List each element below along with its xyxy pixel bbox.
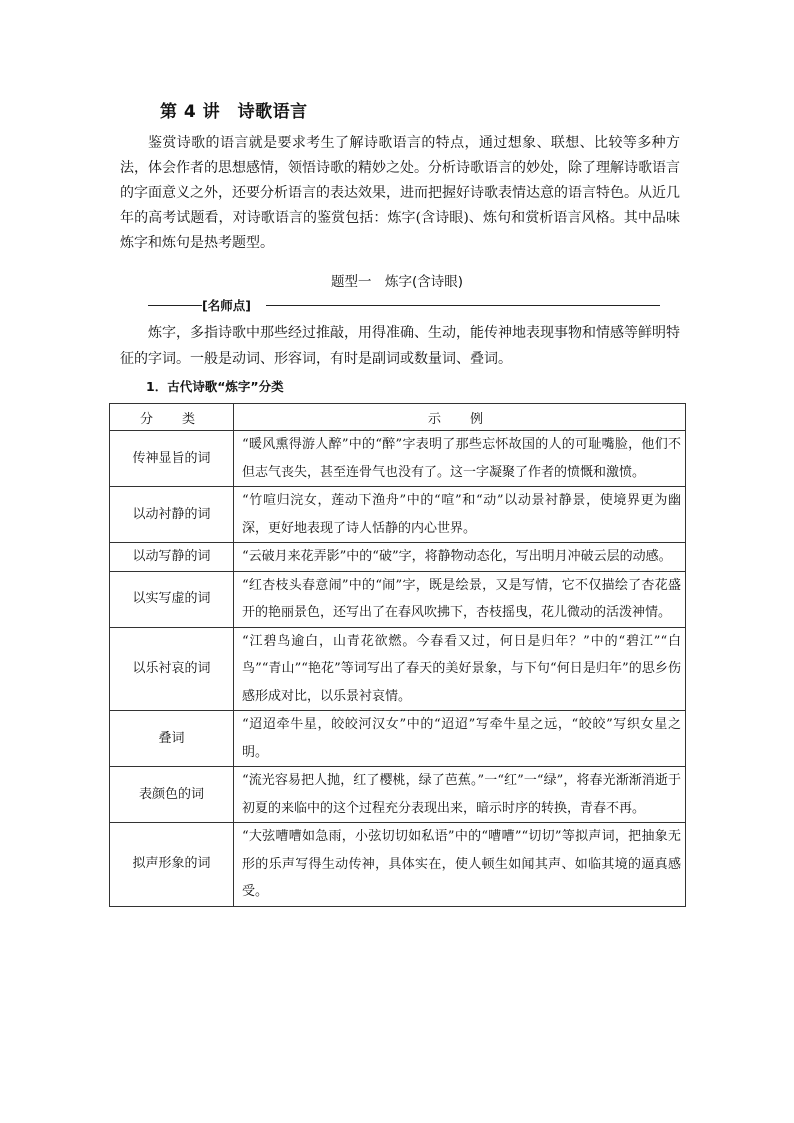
teacher-tip-label: [名师点] [202, 298, 251, 313]
table-header-row [110, 404, 686, 431]
definition-paragraph: 炼字，多指诗歌中那些经过推敲，用得准确、生动，能传神地表现事物和情感等鲜明特征的字词。一般是动词、形容词，有时是副词或数量词、叠词。 [120, 325, 680, 367]
category-cell: 传神显旨的词 [110, 431, 234, 487]
teacher-tip-divider [148, 296, 660, 316]
example-cell: “云破月来花弄影”中的“破”字，将静物动态化，写出明月冲破云层的动感。 [234, 543, 686, 572]
subheading: 1．古代诗歌“炼字”分类 [146, 379, 284, 394]
table-row [110, 571, 686, 627]
divider-line-left [148, 305, 202, 306]
table-row [110, 823, 686, 907]
intro-paragraph: 鉴赏诗歌的语言就是要求考生了解诗歌语言的特点，通过想象、联想、比较等多种方法，体会作者的思想感情，领悟诗歌的精妙之处。分析诗歌语言的妙处，除了理解诗歌语言的字面意义之外，还要分析语言的表达效果，进而把握好诗歌表情达意的语言特色。从近几年的高考试题看，对诗歌语言的鉴赏包括：炼字(含诗眼)、炼句和赏析语言风格。其中品味炼字和炼句是热考题型。 [120, 135, 680, 251]
example-cell: “竹喧归浣女，莲动下渔舟”中的“喧”和“动”以动景衬静景，使境界更为幽深，更好地表现了诗人恬静的内心世界。 [234, 487, 686, 543]
header-category: 分 类 [110, 404, 234, 431]
category-cell: 表颜色的词 [110, 767, 234, 823]
table-row [110, 543, 686, 572]
example-cell: “流光容易把人抛，红了樱桃，绿了芭蕉。”一“红”一“绿”，将春光渐渐消逝于初夏的来临中的这个过程充分表现出来，暗示时序的转换，青春不再。 [234, 767, 686, 823]
example-cell: “红杏枝头春意闹”中的“闹”字，既是绘景，又是写情，它不仅描绘了杏花盛开的艳丽景色，还写出了在春风吹拂下，杏枝摇曳，花儿微动的活泼神情。 [234, 571, 686, 627]
table-row [110, 767, 686, 823]
category-cell: 以乐衬哀的词 [110, 627, 234, 711]
category-cell: 拟声形象的词 [110, 823, 234, 907]
classification-table [109, 403, 686, 907]
category-cell: 叠词 [110, 711, 234, 767]
table-row [110, 431, 686, 487]
header-example: 示 例 [234, 404, 686, 431]
category-cell: 以动写静的词 [110, 543, 234, 572]
question-type-title: 题型一 炼字(含诗眼) [330, 274, 464, 290]
table-row [110, 711, 686, 767]
divider-line-right [266, 305, 660, 306]
example-cell: “江碧鸟逾白，山青花欲燃。今春看又过，何日是归年？”中的“碧江”“白鸟”“青山”“艳花”等词写出了春天的美好景象，与下句“何日是归年”的思乡伤感形成对比，以乐景衬哀情。 [234, 627, 686, 711]
category-cell: 以实写虚的词 [110, 571, 234, 627]
example-cell: “迢迢牵牛星，皎皎河汉女”中的“迢迢”写牵牛星之远，“皎皎”写织女星之明。 [234, 711, 686, 767]
category-cell: 以动衬静的词 [110, 487, 234, 543]
table-row [110, 627, 686, 711]
example-cell: “暖风熏得游人醉”中的“醉”字表明了那些忘怀故国的人的可耻嘴脸，他们不但志气丧失，甚至连骨气也没有了。这一字凝聚了作者的愤慨和激愤。 [234, 431, 686, 487]
table-row [110, 487, 686, 543]
example-cell: “大弦嘈嘈如急雨，小弦切切如私语”中的“嘈嘈”“切切”等拟声词，把抽象无形的乐声写得生动传神，具体实在，使人顿生如闻其声、如临其境的逼真感受。 [234, 823, 686, 907]
lesson-title: 第 4 讲 诗歌语言 [160, 102, 308, 122]
